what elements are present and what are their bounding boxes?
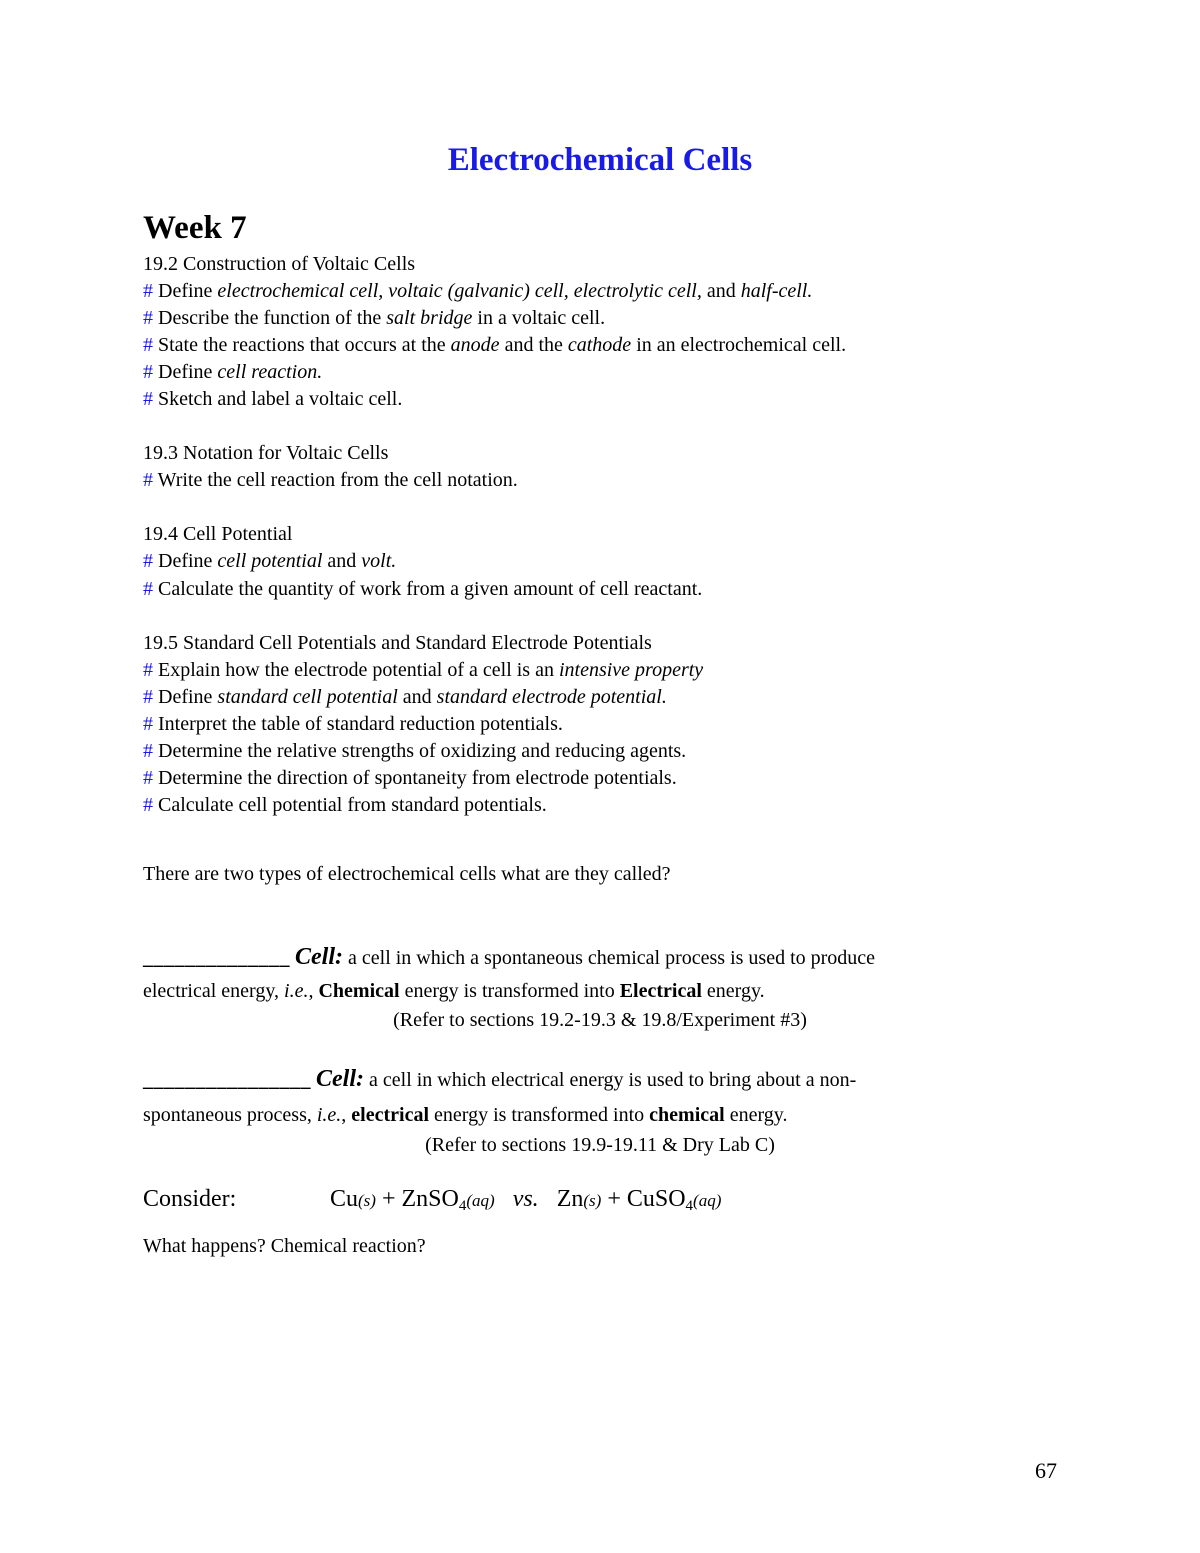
objective-relative-strengths: # Determine the relative strengths of oxidizing and reducing agents. (143, 740, 687, 762)
cell1-term: Cell: (295, 944, 343, 970)
section-heading-19-5: 19.5 Standard Cell Potentials and Standard Electrode Potentials (143, 632, 652, 654)
bullet-hash: # (143, 469, 153, 491)
bullet-hash: # (143, 794, 153, 816)
objective-salt-bridge: # Describe the function of the salt bridge in a voltaic cell. (143, 307, 606, 329)
page-number: 67 (1035, 1458, 1057, 1483)
versus-label: vs. (512, 1186, 539, 1212)
bullet-hash: # (143, 740, 153, 762)
cell2-definition-line1: ________________ Cell: a cell in which electrical energy is used to bring about a non- (143, 1066, 857, 1092)
what-happens-text: What happens? Chemical reaction? (143, 1235, 426, 1257)
bullet-hash: # (143, 550, 153, 572)
cell1-reference: (Refer to sections 19.2-19.3 & 19.8/Experiment #3) (393, 1009, 807, 1031)
objective-standard-potentials: # Define standard cell potential and standard electrode potential. (143, 686, 667, 708)
objective-quantity-work: # Calculate the quantity of work from a given amount of cell reactant. (143, 578, 703, 600)
objective-sketch-cell: # Sketch and label a voltaic cell. (143, 388, 403, 410)
section-heading-19-2: 19.2 Construction of Voltaic Cells (143, 253, 416, 275)
objective-define-cells: # Define electrochemical cell, voltaic (galvanic) cell, electrolytic cell, and half-cell. (143, 280, 813, 302)
objective-calculate-potential: # Calculate cell potential from standard potentials. (143, 794, 547, 816)
bullet-hash: # (143, 767, 153, 789)
objective-intensive-property: # Explain how the electrode potential of a cell is an intensive property (143, 659, 704, 681)
bullet-hash: # (143, 280, 153, 302)
cell1-definition-line2: electrical energy, i.e., Chemical energy is transformed into Electrical energy. (143, 980, 765, 1002)
bullet-hash: # (143, 578, 153, 600)
bullet-hash: # (143, 307, 153, 329)
objective-cell-notation: # Write the cell reaction from the cell notation. (143, 469, 518, 491)
cell2-reference: (Refer to sections 19.9-19.11 & Dry Lab C) (425, 1134, 775, 1156)
bullet-hash: # (143, 334, 153, 356)
bullet-hash: # (143, 686, 153, 708)
bullet-hash: # (143, 361, 153, 383)
cell1-blank[interactable]: ______________ (143, 947, 290, 969)
objective-cell-reaction: # Define cell reaction. (143, 361, 323, 383)
consider-equation: Cu(s) + ZnSO$_4$(aq) vs. Zn(s) + CuSO$_4$(aq) (330, 1186, 722, 1214)
cell1-definition-line1: ______________ Cell: a cell in which a spontaneous chemical process is used to produce (143, 944, 876, 970)
question-text: There are two types of electrochemical cells what are they called? (143, 863, 671, 885)
section-heading-19-3: 19.3 Notation for Voltaic Cells (143, 442, 389, 464)
cell2-term: Cell: (316, 1066, 364, 1092)
cell2-blank[interactable]: ________________ (143, 1069, 311, 1091)
page-title: Electrochemical Cells (447, 142, 753, 178)
bullet-hash: # (143, 713, 153, 735)
cell2-definition-line2: spontaneous process, i.e., electrical energy is transformed into chemical energy. (143, 1104, 788, 1126)
section-heading-19-4: 19.4 Cell Potential (143, 523, 293, 545)
bullet-hash: # (143, 659, 153, 681)
week-heading: Week 7 (143, 210, 247, 246)
bullet-hash: # (143, 388, 153, 410)
objective-interpret-table: # Interpret the table of standard reduction potentials. (143, 713, 563, 735)
objective-spontaneity: # Determine the direction of spontaneity from electrode potentials. (143, 767, 677, 789)
consider-label: Consider: (143, 1186, 237, 1212)
objective-anode-cathode: # State the reactions that occurs at the anode and the cathode in an electrochemical cell. (143, 334, 847, 356)
objective-cell-potential: # Define cell potential and volt. (143, 550, 397, 572)
